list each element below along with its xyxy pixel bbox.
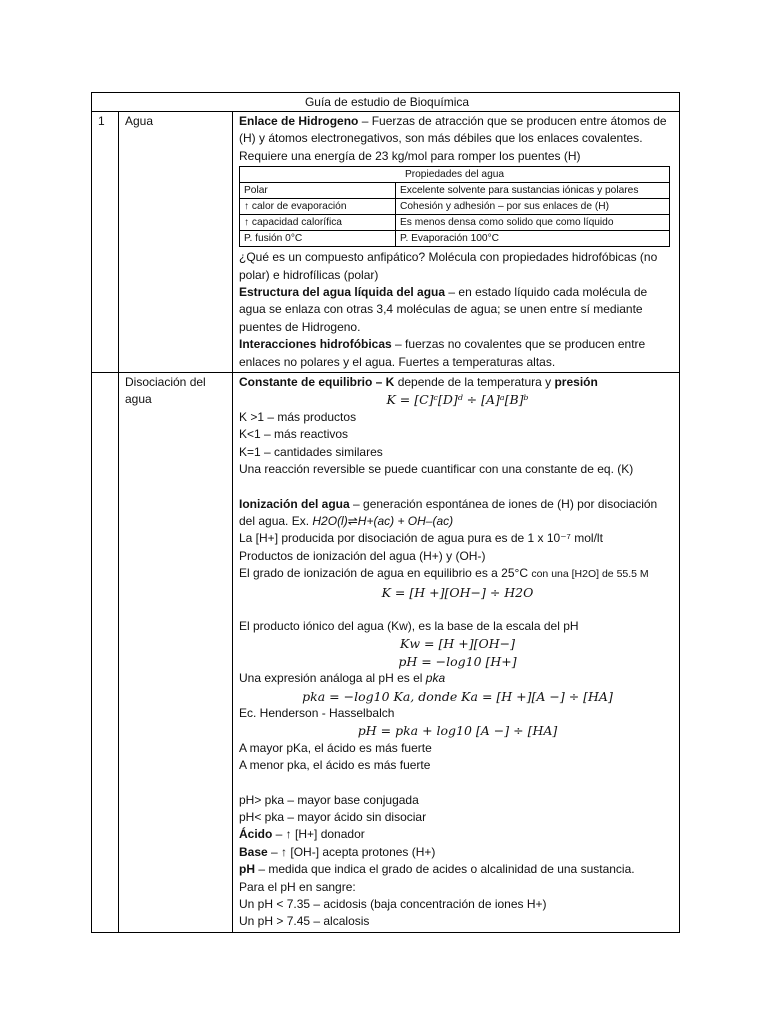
properties-header: Propiedades del agua	[240, 167, 670, 183]
ph-less-line: pH< pka – mayor ácido sin disociar	[239, 810, 427, 824]
row-topic: Agua	[119, 112, 233, 373]
topic-line: agua	[125, 392, 152, 407]
acid-term: Ácido	[239, 827, 273, 842]
hydrogen-bond-term: Enlace de Hidrogeno	[239, 114, 359, 128]
equilibrium-term: Constante de equilibrio – K	[239, 375, 395, 390]
property-cell: Cohesión y adhesión – por sus enlaces de (H)	[396, 199, 670, 215]
property-cell: ↑ capacidad calorífica	[240, 215, 396, 231]
acidosis-line: Un pH < 7.35 – acidosis (baja concentración de iones H+)	[239, 897, 547, 912]
spacer	[239, 775, 676, 792]
property-cell: P. Evaporación 100°C	[396, 231, 670, 247]
alkalosis-line: Un pH > 7.45 – alcalosis	[239, 914, 370, 929]
base-text: – ↑ [OH-] acepta protones (H+)	[267, 844, 436, 859]
ionization-degree-text: El grado de ionización de agua en equilibrio es a 25°C	[239, 566, 532, 581]
property-cell: Es menos densa como solido que como líquido	[396, 215, 670, 231]
document-title: Guía de estudio de Bioquímica	[92, 93, 680, 112]
ph-term: pH	[239, 862, 255, 877]
row-number: 1	[92, 112, 119, 373]
spacer	[239, 479, 676, 496]
title-row	[92, 93, 680, 112]
k-less-line: K<1 – más reactivos	[239, 427, 349, 442]
amphipathic-paragraph: ¿Qué es un compuesto anfipático? Molécula con propiedades hidrofóbicas (no polar) e hidrofílicas (polar)	[239, 250, 658, 282]
property-cell: ↑ calor de evaporación	[240, 199, 396, 215]
reversible-line: Una reacción reversible se puede cuantificar con una constante de eq. (K)	[239, 462, 634, 477]
equilibrium-text: depende de la temperatura y	[394, 375, 555, 390]
table-row	[240, 215, 670, 231]
table-row	[240, 199, 670, 215]
ionization-paragraph	[239, 496, 676, 531]
ionization-text: – generación espontánea de iones de (H) por disociación del agua. Ex.	[239, 496, 658, 528]
hydrophobic-term: Interacciones hidrofóbicas	[239, 337, 392, 352]
row-number	[92, 373, 119, 933]
table-row	[92, 373, 680, 933]
ph-definition-line	[239, 861, 676, 878]
hydrogen-bond-text: – Fuerzas de atracción que se producen entre átomos de (H) y átomos electronegativos, son más débiles que los enlaces covalentes. Requiere una energía de 23 kg/mol para romper los puentes (H)	[239, 114, 667, 163]
property-cell: Excelente solvente para sustancias iónicas y polares	[396, 183, 670, 199]
hydrogen-bond-paragraph	[239, 113, 676, 165]
structure-term: Estructura del agua líquida del agua	[239, 285, 446, 300]
ionization-term: Ionización del agua	[239, 496, 350, 511]
ionization-degree-concentration: con una [H2O] de 55.5 M	[531, 568, 649, 581]
table-row	[92, 112, 680, 373]
structure-paragraph	[239, 284, 676, 336]
ph-text: – medida que indica el grado de acides o alcalinidad de una sustancia.	[255, 862, 635, 877]
water-properties-table	[239, 166, 670, 247]
henderson-title: Ec. Henderson - Hasselbalch	[239, 705, 395, 720]
equation-ph: pH = −log10 [H+]	[398, 653, 517, 669]
study-guide-table	[91, 92, 680, 933]
hydrophobic-paragraph	[239, 336, 676, 371]
k-equal-line: K=1 – cantidades similares	[239, 444, 383, 459]
row-content	[233, 112, 680, 373]
row-topic	[119, 373, 233, 933]
equation-henderson: pH = pka + log10 [A −] ÷ [HA]	[357, 723, 558, 739]
base-term: Base	[239, 844, 268, 859]
table-row	[240, 231, 670, 247]
table-row	[240, 183, 670, 199]
kw-line: El producto iónico del agua (Kw), es la base de la escala del pH	[239, 618, 579, 633]
pka-intro-term: pka	[425, 671, 446, 686]
acid-line	[239, 826, 676, 843]
hydrophobic-text: – fuerzas no covalentes que se producen entre enlaces no polares y el agua. Fuertes a temperaturas altas.	[239, 337, 646, 369]
topic-line: Disociación del	[125, 375, 206, 390]
blood-ph-line: Para el pH en sangre:	[239, 879, 356, 894]
equation-k2: K = [H +][OH−] ÷ H2O	[381, 584, 534, 600]
equation-pka: pka = −log10 Ka, donde Ka = [H +][A −] ÷ [HA]	[302, 688, 613, 704]
spacer	[239, 601, 676, 618]
ionization-degree-line	[239, 565, 676, 583]
h-produced-line: La [H+] producida por disociación de agua pura es de 1 x 10⁻⁷ mol/lt	[239, 531, 603, 546]
ionization-formula: H2O(l)⇌H+(ac) + OH–(ac)	[312, 513, 454, 528]
equation-k: K = [C]ᶜ[D]ᵈ ÷ [A]ᵃ[B]ᵇ	[386, 392, 529, 408]
ph-greater-line: pH> pka – mayor base conjugada	[239, 792, 419, 807]
base-line	[239, 844, 676, 861]
higher-pka-line: A mayor pKa, el ácido es más fuerte	[239, 740, 432, 755]
equation-kw: Kw = [H +][OH−]	[400, 636, 515, 652]
property-cell: Polar	[240, 183, 396, 199]
pka-intro-text: Una expresión análoga al pH es el	[239, 671, 426, 686]
structure-text: – en estado líquido cada molécula de agua se enlaza con otras 3,4 moléculas de agua; se unen entre sí mediante puentes de Hidrogeno.	[239, 285, 648, 334]
k-greater-line: K >1 – más productos	[239, 409, 357, 424]
pressure-term: presión	[554, 375, 598, 390]
products-line: Productos de ionización del agua (H+) y (OH-)	[239, 548, 486, 563]
equilibrium-constant-line	[239, 374, 676, 391]
pka-intro-line	[239, 670, 676, 687]
lower-pka-line: A menor pka, el ácido es más fuerte	[239, 758, 431, 773]
acid-text: – ↑ [H+] donador	[272, 827, 365, 842]
row-content	[233, 373, 680, 933]
property-cell: P. fusión 0°C	[240, 231, 396, 247]
